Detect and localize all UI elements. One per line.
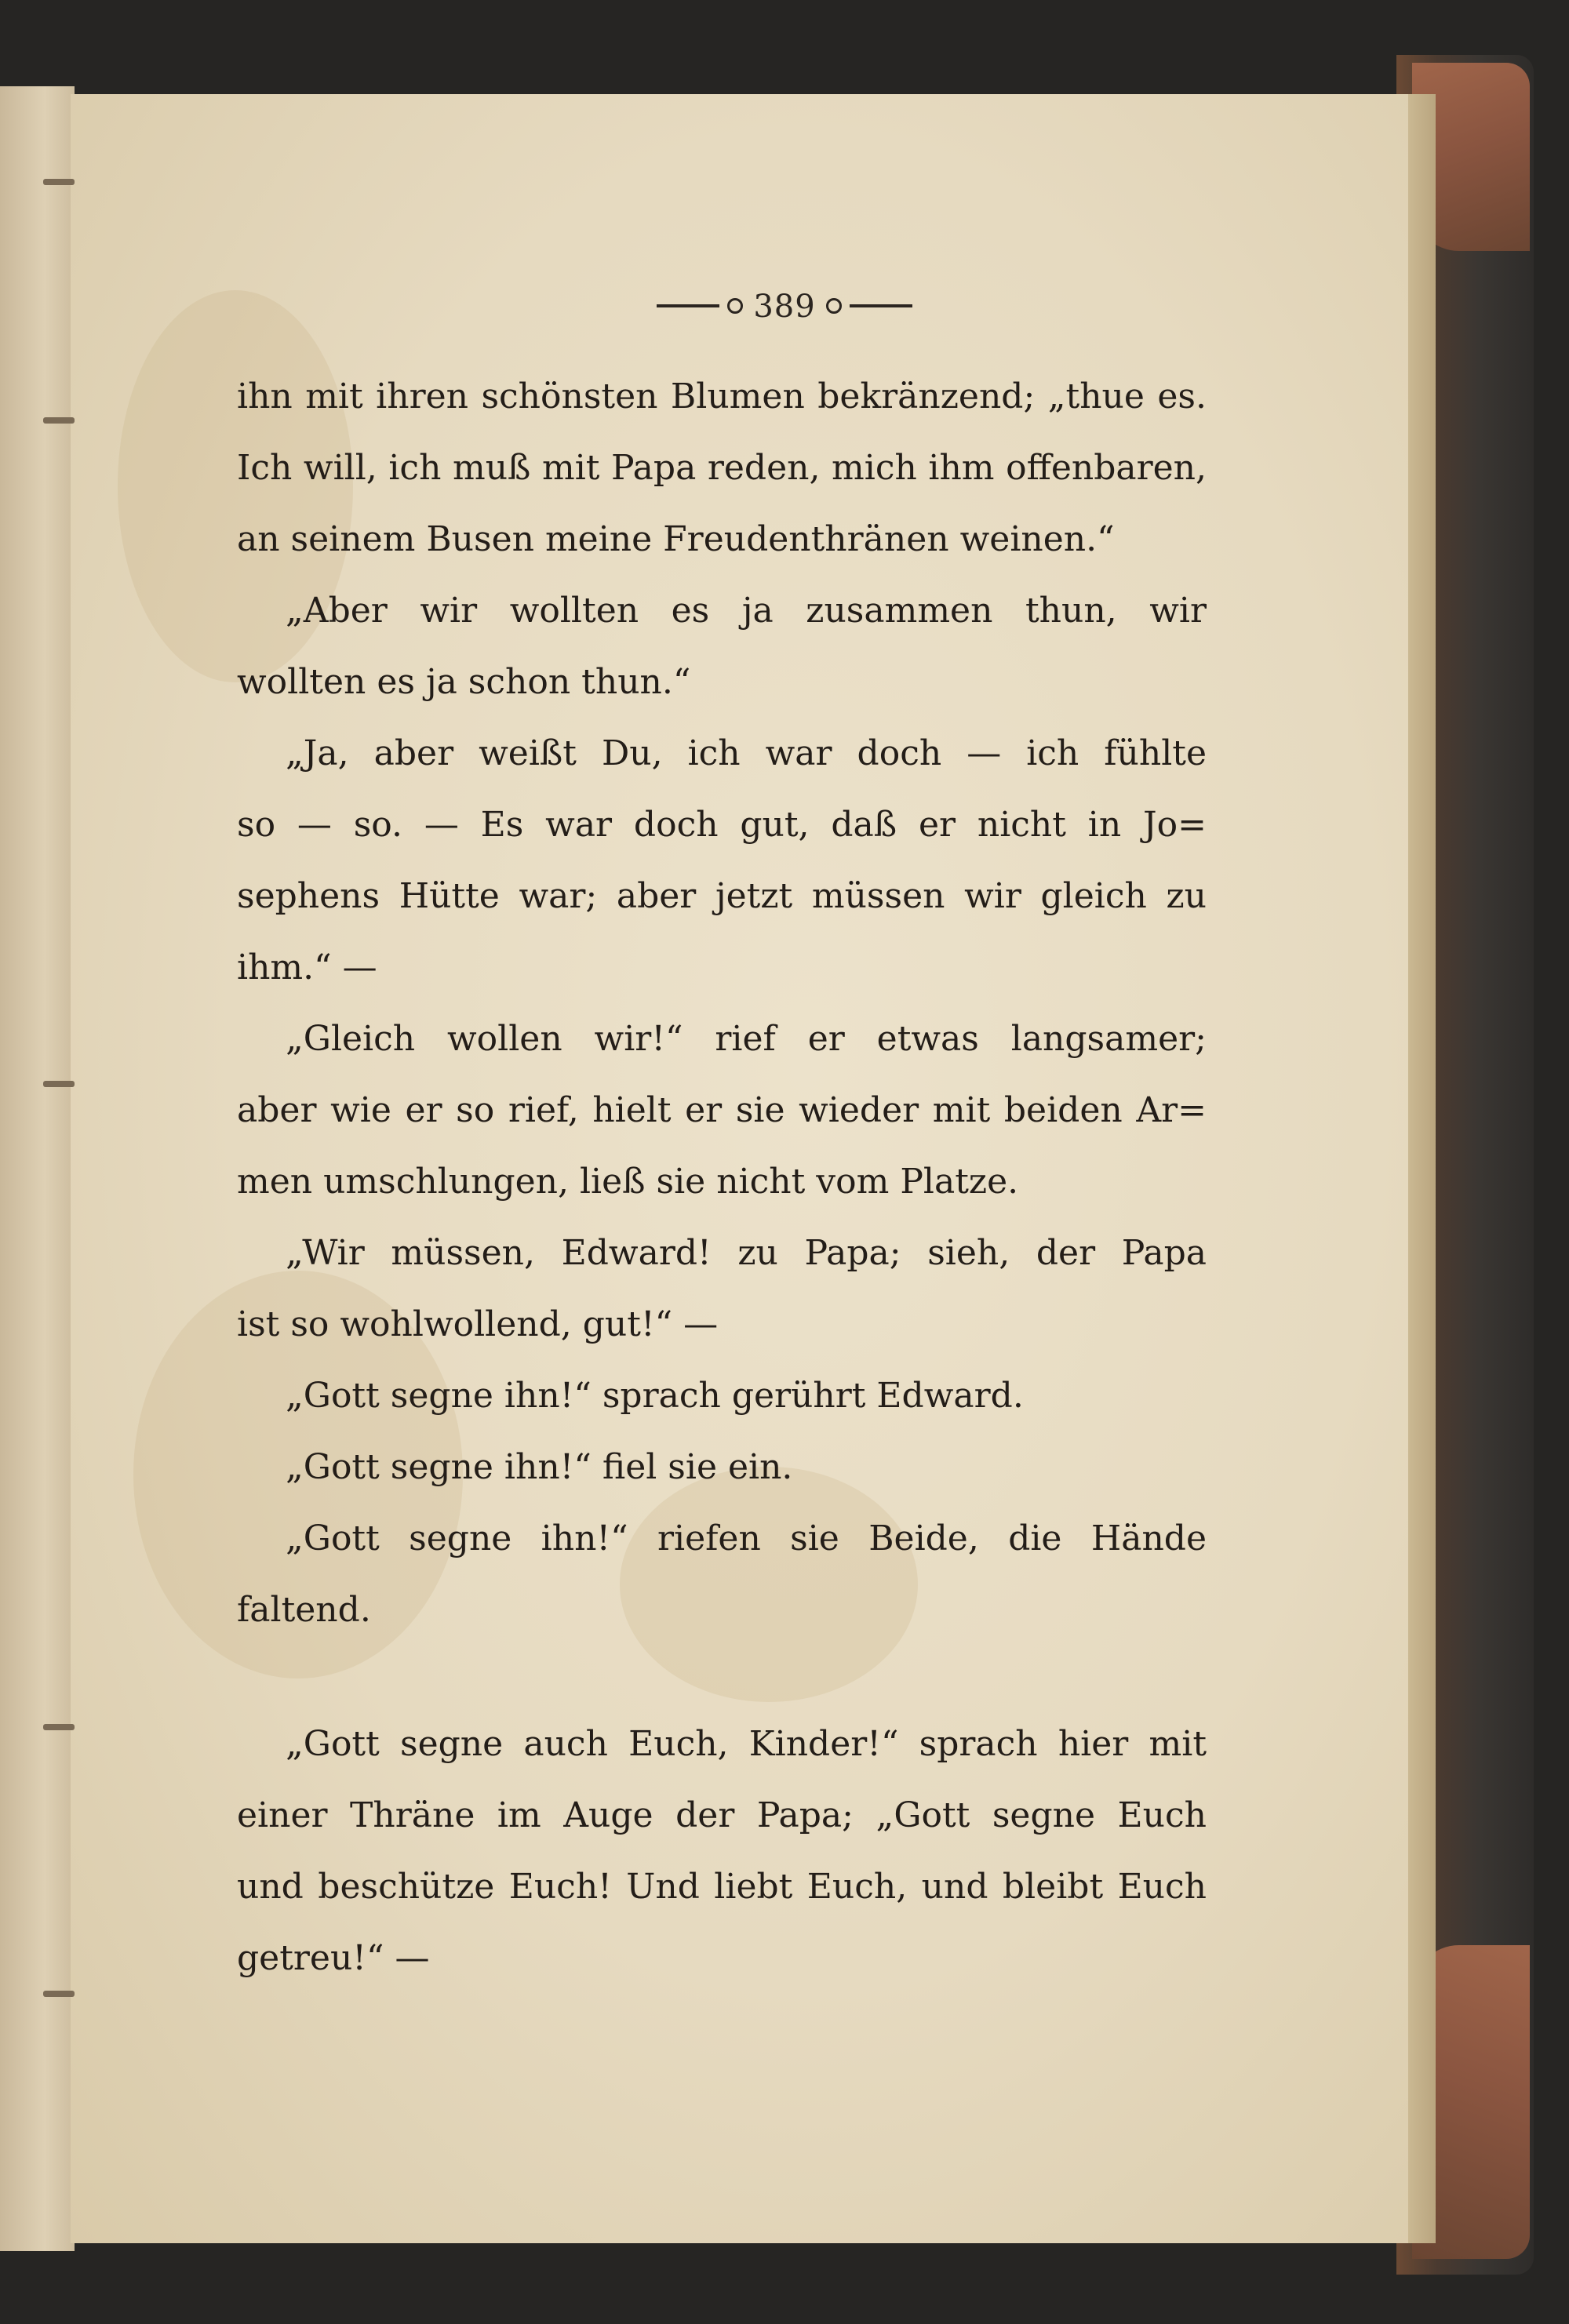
paragraph xyxy=(237,1431,1207,1503)
text-line: faltend. xyxy=(237,1590,371,1630)
paragraph xyxy=(237,1708,1207,1994)
binding-stitch xyxy=(43,179,75,185)
text-line: „Gleich wollen wir!“ rief er etwas langsamer; xyxy=(286,1019,1207,1059)
text-line: ihn mit ihren schönsten Blumen bekränzend; „thue es. xyxy=(237,376,1207,416)
text-line: men umschlungen, ließ sie nicht vom Platze. xyxy=(237,1162,1019,1202)
text-line: aber wie er so rief, hielt er sie wieder mit beiden Ar= xyxy=(237,1090,1207,1130)
text-line: und beschütze Euch! Und liebt Euch, und bleibt Euch xyxy=(237,1867,1207,1907)
text-line: an seinem Busen meine Freudenthränen weinen.“ xyxy=(237,519,1115,559)
binding-stitch xyxy=(43,1991,75,1997)
text-line: „Gott segne ihn!“ fiel sie ein. xyxy=(286,1447,793,1487)
page-number: 389 xyxy=(753,289,816,325)
binding-stitch xyxy=(43,1081,75,1087)
paragraph xyxy=(237,1360,1207,1431)
binding-stitch xyxy=(43,1724,75,1730)
text-line: sephens Hütte war; aber jetzt müssen wir gleich zu xyxy=(237,876,1207,916)
paragraph xyxy=(237,1217,1207,1360)
body-text xyxy=(237,361,1207,1994)
page-header xyxy=(0,289,1569,325)
text-line: „Gott segne ihn!“ riefen sie Beide, die Hände xyxy=(286,1518,1207,1558)
text-line: wollten es ja schon thun.“ xyxy=(237,662,691,702)
text-line: „Gott segne auch Euch, Kinder!“ sprach hier mit xyxy=(286,1724,1207,1764)
text-line: Ich will, ich muß mit Papa reden, mich ihm offenbaren, xyxy=(237,448,1207,488)
text-line: „Wir müssen, Edward! zu Papa; sieh, der Papa xyxy=(286,1233,1207,1273)
text-line: „Gott segne ihn!“ sprach gerührt Edward. xyxy=(286,1376,1024,1416)
paragraph xyxy=(237,361,1207,575)
binding-stitch xyxy=(43,417,75,424)
text-line: ihm.“ — xyxy=(237,947,377,987)
header-ornament-right xyxy=(850,304,912,307)
paragraph xyxy=(237,1503,1207,1646)
paragraph xyxy=(237,575,1207,718)
header-ornament-left xyxy=(657,304,719,307)
text-line: „Aber wir wollten es ja zusammen thun, wir xyxy=(286,591,1207,631)
facing-page-edge xyxy=(0,86,75,2251)
header-ornament-dot xyxy=(826,298,842,314)
header-ornament-dot xyxy=(727,298,743,314)
paragraph xyxy=(237,1003,1207,1217)
section-gap xyxy=(237,1646,1207,1708)
text-line: ist so wohlwollend, gut!“ — xyxy=(237,1304,719,1344)
text-line: getreu!“ — xyxy=(237,1938,430,1978)
text-line: „Ja, aber weißt Du, ich war doch — ich fühlte xyxy=(286,733,1207,773)
text-line: so — so. — Es war doch gut, daß er nicht in Jo= xyxy=(237,805,1207,845)
paragraph xyxy=(237,718,1207,1003)
text-line: einer Thräne im Auge der Papa; „Gott segne Euch xyxy=(237,1795,1207,1835)
